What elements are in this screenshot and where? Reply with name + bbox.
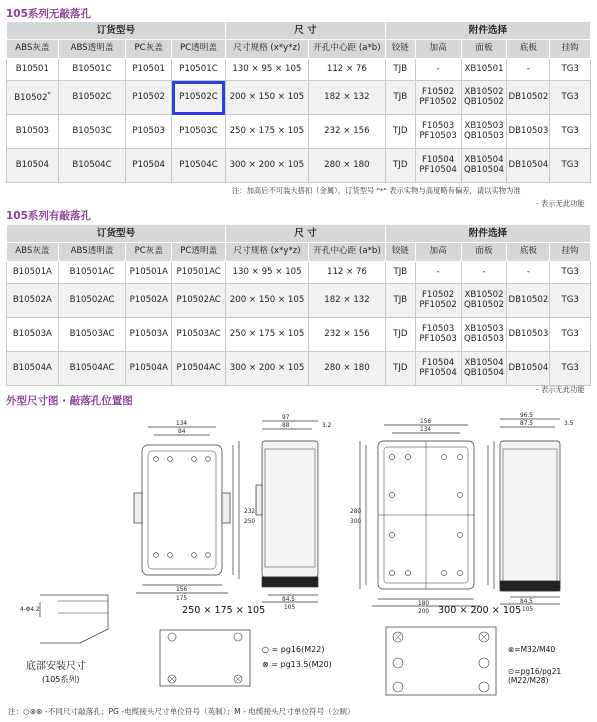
svg-text:180: 180	[418, 601, 430, 607]
table-cell: TJD	[385, 149, 415, 183]
group-header-size: 尺 寸	[226, 225, 386, 243]
table-cell: TG3	[550, 318, 591, 352]
table-cell: TG3	[550, 284, 591, 318]
table-cell: P10504	[126, 149, 172, 183]
table-row	[7, 149, 591, 183]
col-header: 尺寸规格 (x*y*z)	[226, 243, 309, 262]
table-cell: 250 × 175 × 105	[225, 115, 308, 149]
table-cell: TJD	[385, 352, 415, 386]
mount-sub: (105系列)	[42, 675, 80, 684]
table-cell: 130 × 95 × 105	[225, 59, 308, 81]
table-cell: TJD	[385, 115, 415, 149]
table-cell: DB10503	[507, 115, 550, 149]
table-row	[7, 318, 591, 352]
note-no-function-2: - 表示无此功能	[536, 385, 585, 394]
table-cell: -	[461, 262, 507, 284]
table-cell: B10504AC	[58, 352, 126, 386]
col-header: ABS灰盖	[7, 243, 59, 262]
table-cell: TG3	[550, 262, 591, 284]
table-row	[7, 59, 591, 81]
table-cell: 112 × 76	[308, 59, 385, 81]
caption-300: 300 × 200 × 105	[438, 605, 522, 616]
table-cell: 130 × 95 × 105	[226, 262, 309, 284]
table-cell: B10501C	[58, 59, 126, 81]
col-header: 铰链	[385, 40, 415, 59]
table-cell: B10501A	[7, 262, 59, 284]
table-cell: F10503 PF10503	[415, 115, 461, 149]
table-cell: P10502AC	[172, 284, 226, 318]
svg-text:87.5: 87.5	[520, 421, 533, 427]
section1-title: 105系列无敲落孔	[6, 8, 91, 20]
section2-title: 105系列有敲落孔	[6, 210, 91, 222]
table-cell: DB10503	[507, 318, 550, 352]
table-cell: B10503C	[58, 115, 126, 149]
group-header-order: 订货型号	[7, 225, 226, 243]
svg-text:232: 232	[244, 509, 256, 515]
side-view-250	[262, 441, 318, 577]
table-cell: TG3	[550, 149, 591, 183]
table-cell: P10504A	[126, 352, 172, 386]
table-cell: TG3	[550, 352, 591, 386]
col-header: PC透明盖	[172, 40, 226, 59]
svg-text:105: 105	[284, 605, 296, 611]
col-header: 加高	[415, 243, 461, 262]
table-cell: B10503A	[7, 318, 59, 352]
svg-text:96.5: 96.5	[520, 413, 533, 419]
spec-table-no-knockout	[6, 21, 591, 183]
svg-text:250: 250	[244, 519, 256, 525]
table-cell: XB10503 QB10503	[461, 115, 507, 149]
table-cell: B10504	[7, 149, 59, 183]
svg-text:280: 280	[350, 509, 362, 515]
table-cell: DB10502	[507, 81, 550, 115]
table-cell: 182 × 132	[309, 284, 386, 318]
table-cell: 182 × 132	[308, 81, 385, 115]
col-header: 挂钩	[550, 40, 591, 59]
col-header: PC灰盖	[126, 40, 172, 59]
legend-left-1: ○ = pg16(M22)	[262, 645, 325, 654]
table-cell: P10501C	[172, 59, 226, 81]
table-row	[7, 115, 591, 149]
svg-text:88: 88	[282, 423, 290, 429]
side-view-300	[500, 441, 560, 591]
table-cell: 280 × 180	[308, 149, 385, 183]
svg-text:4-Φ4.2: 4-Φ4.2	[20, 607, 40, 613]
table-cell: DB10502	[507, 284, 550, 318]
legend-left-2: ⊗ = pg13.5(M20)	[262, 660, 332, 669]
table-cell: XB10503 QB10503	[461, 318, 507, 352]
col-header: 底板	[507, 243, 550, 262]
table-cell: P10503AC	[172, 318, 226, 352]
highlighted-cell: P10502C	[172, 81, 226, 115]
table-cell: F10502 PF10502	[415, 81, 461, 115]
table-cell: -	[415, 59, 461, 81]
table-cell: XB10504 QB10504	[461, 149, 507, 183]
note-no-function-1: - 表示无此功能	[536, 199, 585, 208]
table-cell: TJD	[385, 318, 415, 352]
table-cell: P10502	[126, 81, 172, 115]
table-cell: F10502 PF10502	[415, 284, 461, 318]
table-cell: TG3	[550, 59, 591, 81]
table-cell: 200 × 150 × 105	[226, 284, 309, 318]
legend-right-1: ⊗=M32/M40	[508, 645, 556, 654]
svg-text:3.5: 3.5	[564, 421, 574, 427]
svg-text:200: 200	[418, 609, 430, 615]
table-cell: P10503	[126, 115, 172, 149]
svg-text:84: 84	[178, 429, 186, 435]
table-cell: TG3	[550, 115, 591, 149]
table-cell: P10503C	[172, 115, 226, 149]
col-header: 面板	[461, 40, 507, 59]
table-cell: 250 × 175 × 105	[226, 318, 309, 352]
spec-table-knockout	[6, 224, 591, 386]
table-cell: -	[507, 59, 550, 81]
table-cell: DB10504	[507, 149, 550, 183]
col-header: ABS灰盖	[7, 40, 59, 59]
table-cell: XB10502 QB10502	[461, 284, 507, 318]
col-header: 铰链	[385, 243, 415, 262]
svg-text:84.5: 84.5	[520, 599, 533, 605]
svg-text:97: 97	[282, 415, 290, 421]
svg-text:134: 134	[420, 427, 432, 433]
table-cell: B10504A	[7, 352, 59, 386]
table-cell: 112 × 76	[309, 262, 386, 284]
svg-text:300: 300	[350, 519, 362, 525]
table-cell: P10504C	[172, 149, 226, 183]
group-header-size: 尺 寸	[225, 22, 385, 40]
group-header-accessory: 附件选择	[385, 22, 590, 40]
table-cell: P10501	[126, 59, 172, 81]
table-cell: TJB	[385, 262, 415, 284]
svg-text:156: 156	[420, 419, 432, 425]
svg-text:175: 175	[176, 596, 188, 602]
table-cell: B10504C	[58, 149, 126, 183]
table-cell: 280 × 180	[309, 352, 386, 386]
table-cell: XB10501	[461, 59, 507, 81]
dim-134: 134	[176, 421, 188, 427]
table-cell: B10502AC	[58, 284, 126, 318]
table-cell: XB10502 QB10502	[461, 81, 507, 115]
col-header: 挂钩	[550, 243, 591, 262]
table-cell: DB10504	[507, 352, 550, 386]
table-cell: B10502C	[58, 81, 126, 115]
table-cell: B10502A	[7, 284, 59, 318]
table-cell: F10503 PF10503	[415, 318, 461, 352]
table-cell: B10501	[7, 59, 59, 81]
svg-text:156: 156	[176, 587, 188, 593]
svg-text:3.2: 3.2	[322, 423, 332, 429]
col-header: ABS透明盖	[58, 40, 126, 59]
group-header-order: 订货型号	[7, 22, 226, 40]
table-cell: 232 × 156	[308, 115, 385, 149]
table-cell: B10501AC	[58, 262, 126, 284]
table-cell: 300 × 200 × 105	[226, 352, 309, 386]
table-cell: P10502A	[126, 284, 172, 318]
svg-text:84.5: 84.5	[282, 597, 295, 603]
col-header: ABS透明盖	[58, 243, 126, 262]
table-cell: B10502*	[7, 81, 59, 115]
table-cell: TJB	[385, 81, 415, 115]
col-header: PC灰盖	[126, 243, 172, 262]
table-cell: -	[507, 262, 550, 284]
table-cell: TG3	[550, 81, 591, 115]
mount-label: 底部安装尺寸	[26, 661, 86, 672]
table-cell: TJB	[385, 284, 415, 318]
table-cell: XB10504 QB10504	[461, 352, 507, 386]
table-row	[7, 352, 591, 386]
legend-right-2: ⊙=pg16/pg21 (M22/M28)	[508, 667, 562, 685]
table-cell: P10503A	[126, 318, 172, 352]
table-cell: P10504AC	[172, 352, 226, 386]
note-section1: 注：加高后不可装大搭扣（金属），订货型号 "*" 表示实物与高度略有偏差，请以实物为准	[232, 186, 521, 195]
col-header: 底板	[507, 40, 550, 59]
col-header: 加高	[415, 40, 461, 59]
table-cell: F10504 PF10504	[415, 352, 461, 386]
table-cell: P10501AC	[172, 262, 226, 284]
table-cell: -	[415, 262, 461, 284]
table-cell: 200 × 150 × 105	[225, 81, 308, 115]
table-cell: P10501A	[126, 262, 172, 284]
drawings-title: 外型尺寸图 · 敲落孔位置图	[6, 395, 133, 407]
table-row	[7, 284, 591, 318]
table-row	[7, 262, 591, 284]
col-header: 面板	[461, 243, 507, 262]
col-header: PC透明盖	[172, 243, 226, 262]
table-cell: B10503AC	[58, 318, 126, 352]
group-header-accessory: 附件选择	[385, 225, 590, 243]
table-cell: 232 × 156	[309, 318, 386, 352]
table-cell: TJB	[385, 59, 415, 81]
table-cell: F10504 PF10504	[415, 149, 461, 183]
col-header: 尺寸规格 (x*y*z)	[225, 40, 308, 59]
footer-note: 注：○⊗⊗ -不同尺寸敲落孔；PG -电缆接头尺寸单位符号（英制）；M - 电缆接头尺寸单位符号（公制）	[8, 707, 355, 716]
col-header: 开孔中心距 (a*b)	[309, 243, 386, 262]
table-cell: 300 × 200 × 105	[225, 149, 308, 183]
col-header: 开孔中心距 (a*b)	[308, 40, 385, 59]
table-row	[7, 81, 591, 115]
caption-250: 250 × 175 × 105	[182, 605, 266, 616]
svg-text:105: 105	[522, 607, 534, 613]
table-cell: B10503	[7, 115, 59, 149]
